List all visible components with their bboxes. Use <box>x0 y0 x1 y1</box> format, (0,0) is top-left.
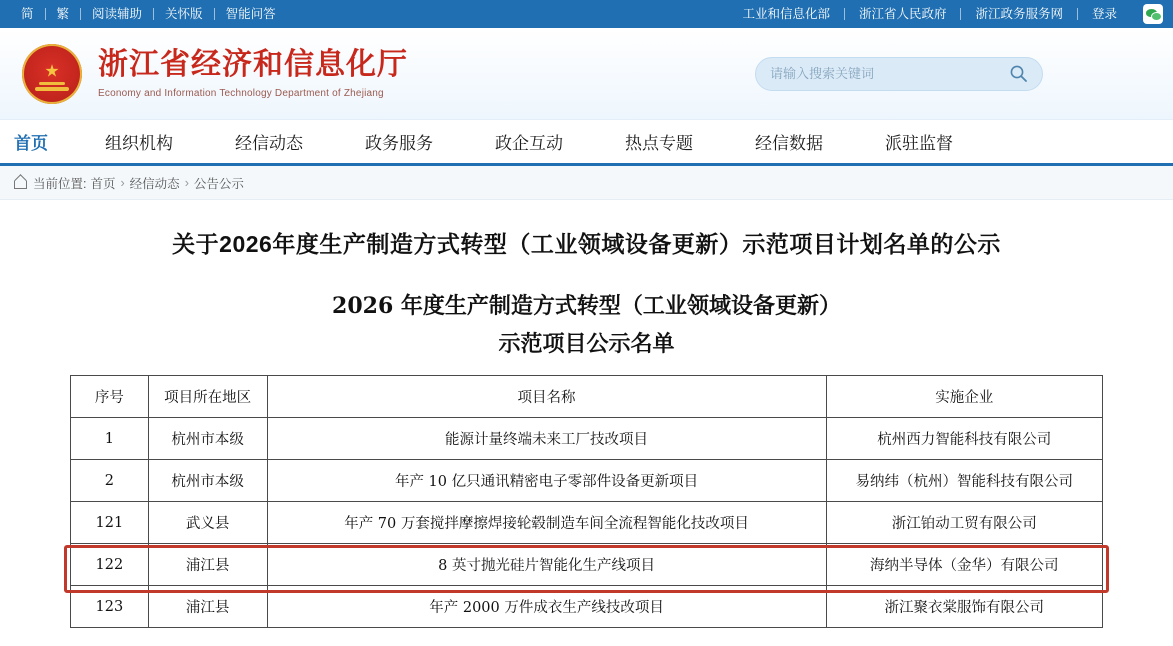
cell-project-name: 8 英寸抛光硅片智能化生产线项目 <box>267 544 826 586</box>
page-title: 关于2026年度生产制造方式转型（工业领域设备更新）示范项目计划名单的公示 <box>172 231 1001 257</box>
article-body <box>0 200 1173 628</box>
breadcrumb-separator: › <box>120 175 125 190</box>
reading-assist-link[interactable]: 阅读辅助 <box>92 7 143 21</box>
cell-area: 杭州市本级 <box>148 418 267 460</box>
document-heading-line2: 示范项目公示名单 <box>498 331 675 358</box>
cell-enterprise: 浙江聚衣棠服饰有限公司 <box>826 586 1102 628</box>
nav-item-data[interactable]: 经信数据 <box>755 134 823 153</box>
cell-area: 浦江县 <box>148 586 267 628</box>
zhejiang-gov-link[interactable]: 浙江省人民政府 <box>858 7 947 21</box>
emblem-star: ★ <box>44 61 60 81</box>
col-header-enterprise: 实施企业 <box>826 376 1102 418</box>
col-header-project-name: 项目名称 <box>267 376 826 418</box>
smart-qa-link[interactable]: 智能问答 <box>225 7 276 21</box>
lang-simplified-link[interactable]: 简 <box>21 7 34 21</box>
wechat-icon[interactable] <box>1143 4 1163 24</box>
search-input[interactable] <box>770 66 1009 81</box>
nav-item-organization[interactable]: 组织机构 <box>105 134 173 153</box>
breadcrumb <box>0 166 1173 200</box>
accessibility-version-link[interactable]: 关怀版 <box>165 7 203 21</box>
nav-item-topics[interactable]: 热点专题 <box>625 134 693 153</box>
nav-item-supervision[interactable]: 派驻监督 <box>885 134 953 153</box>
cell-project-name: 年产 10 亿只通讯精密电子零部件设备更新项目 <box>267 460 826 502</box>
topbar-left-group <box>10 0 287 28</box>
publication-table-wrapper <box>70 375 1103 628</box>
emblem-bar-bottom <box>35 87 69 91</box>
cell-enterprise: 杭州西力智能科技有限公司 <box>826 418 1102 460</box>
cell-enterprise: 浙江铂动工贸有限公司 <box>826 502 1102 544</box>
cell-enterprise: 易纳纬（杭州）智能科技有限公司 <box>826 460 1102 502</box>
zhejiang-service-net-link[interactable]: 浙江政务服务网 <box>975 7 1063 21</box>
lang-traditional-link[interactable]: 繁 <box>56 7 70 21</box>
table-row <box>71 418 1103 460</box>
table-row-highlighted <box>71 544 1103 586</box>
table-body <box>71 418 1103 628</box>
emblem-bar-top <box>39 82 65 85</box>
search-icon[interactable] <box>1009 64 1028 83</box>
nav-item-gov-services[interactable]: 政务服务 <box>365 134 433 153</box>
cell-no: 121 <box>71 502 149 544</box>
site-title-cn: 浙江省经济和信息化厅 <box>98 47 408 83</box>
table-row <box>71 502 1103 544</box>
search-box[interactable] <box>755 57 1043 91</box>
login-link[interactable]: 登录 <box>1091 7 1117 21</box>
cell-area: 浦江县 <box>148 544 267 586</box>
site-header <box>0 28 1173 120</box>
table-row <box>71 460 1103 502</box>
cell-area: 杭州市本级 <box>148 460 267 502</box>
document-heading-line1: 2026 年度生产制造方式转型（工业领域设备更新） <box>332 293 841 319</box>
table-header <box>71 376 1103 418</box>
main-nav <box>0 120 1173 166</box>
home-icon <box>14 176 27 189</box>
breadcrumb-item-announcements[interactable]: 公告公示 <box>193 176 244 191</box>
breadcrumb-item-home[interactable]: 首页 <box>90 176 116 191</box>
nav-item-news[interactable]: 经信动态 <box>235 134 303 153</box>
document-heading <box>60 289 1113 361</box>
cell-no: 122 <box>71 544 149 586</box>
miit-link[interactable]: 工业和信息化部 <box>742 7 830 21</box>
topbar-right-group <box>728 0 1163 28</box>
table-row <box>71 586 1103 628</box>
cell-no: 1 <box>71 418 149 460</box>
publication-table <box>70 375 1103 628</box>
cell-enterprise: 海纳半导体（金华）有限公司 <box>826 544 1102 586</box>
cell-no: 2 <box>71 460 149 502</box>
site-title-en: Economy and Information Technology Department of Zhejiang <box>98 87 384 99</box>
nav-item-home[interactable]: 首页 <box>4 120 74 163</box>
nav-item-gov-enterprise[interactable]: 政企互动 <box>495 134 563 153</box>
national-emblem-icon <box>22 44 82 104</box>
site-title-block <box>98 48 408 99</box>
col-header-no: 序号 <box>71 376 149 418</box>
col-header-area: 项目所在地区 <box>148 376 267 418</box>
cell-no: 123 <box>71 586 149 628</box>
cell-project-name: 年产 70 万套搅拌摩擦焊接轮毂制造车间全流程智能化技改项目 <box>267 502 826 544</box>
breadcrumb-separator: › <box>184 175 189 190</box>
cell-area: 武义县 <box>148 502 267 544</box>
breadcrumb-prefix: 当前位置: <box>33 176 87 191</box>
table-header-row <box>71 376 1103 418</box>
top-utility-bar <box>0 0 1173 28</box>
cell-project-name: 能源计量终端未来工厂技改项目 <box>267 418 826 460</box>
cell-project-name: 年产 2000 万件成衣生产线技改项目 <box>267 586 826 628</box>
breadcrumb-item-news[interactable]: 经信动态 <box>129 176 180 191</box>
